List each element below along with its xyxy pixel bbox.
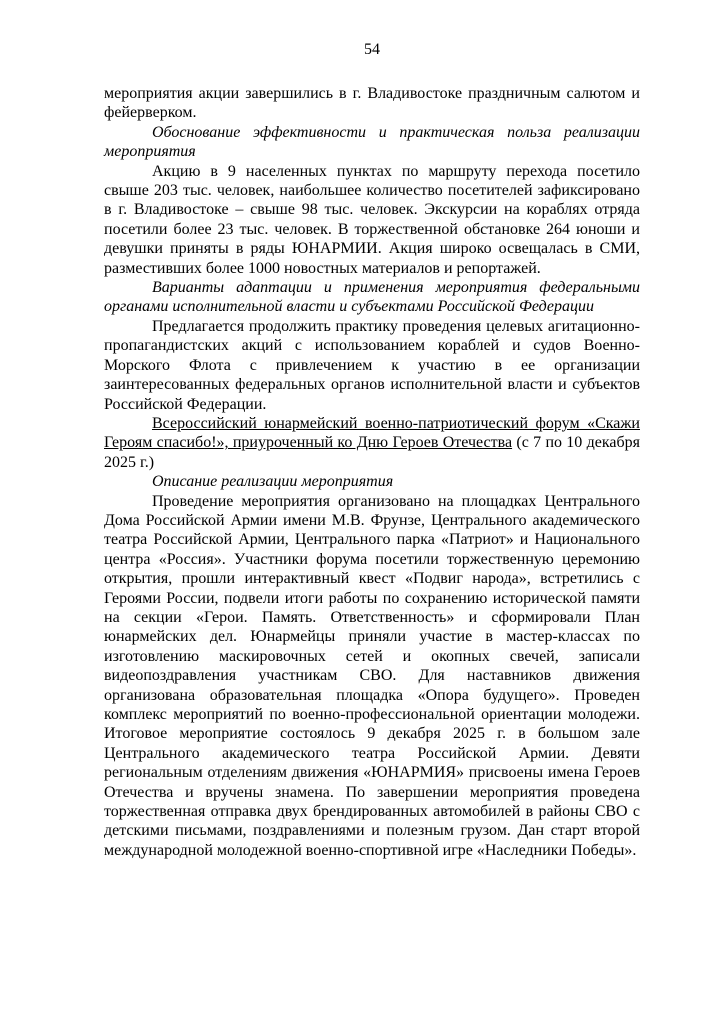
document-content <box>104 84 640 860</box>
section-heading-effectiveness: Обоснование эффективности и практическая польза реализации мероприятия <box>104 123 640 161</box>
paragraph-proposal: Предлагается продолжить практику проведения целевых агитационно-пропагандистских акций с использованием кораблей и судов Военно-Морского Флота с привлечением к участию в ее организации заинтересованных федеральных органов исполнительной власти и субъектов Российской Федерации. <box>104 317 640 413</box>
paragraph-continued: мероприятия акции завершились в г. Владивостоке праздничным салютом и фейерверком. <box>104 85 640 122</box>
section-heading-description: Описание реализации мероприятия <box>152 473 394 491</box>
event-title-heading <box>104 414 640 472</box>
event-title-underlined: Всероссийский юнармейский военно-патриотический форум «Скажи Героям спасибо!», приуроченный ко Дню Героев Отечества <box>104 414 640 452</box>
paragraph-event-description: Проведение мероприятия организовано на площадках Центрального Дома Российской Армии имени М.В. Фрунзе, Центрального академического театра Российской Армии, Центрального парка «Патриот» и Национального центра «Россия». Участники форума посетили торжественную церемонию открытия, прошли интерактивный квест «Подвиг народа», встретились с Героями России, подвели итоги работы по сохранению исторической памяти на секции «Герои. Память. Ответственность» и сформировали План юнармейских дел. Юнармейцы приняли участие в мастер-классах по изготовлению маскировочных сетей и окопных свечей, записали видеопоздравления участникам СВО. Для наставников движения организована образовательная площадка «Опора будущего». Проведен комплекс мероприятий по военно-профессиональной ориентации молодежи. Итоговое мероприятие состоялось 9 декабря 2025 г. в большом зале Центрального академического театра Российской Армии. Девяти региональным отделениям движения «ЮНАРМИЯ» присвоены имена Героев Отечества и вручены знамена. По завершении мероприятия проведена торжественная отправка двух брендированных автомобилей в районы СВО с детскими письмами, поздравлениями и полезным грузом. Дан старт второй международной молодежной военно-спортивной игре «Наследники Победы». <box>104 492 640 859</box>
page-number: 54 <box>364 41 380 58</box>
section-heading-adaptation: Варианты адаптации и применения мероприятия федеральными органами исполнительной власти и субъектами Российской Федерации <box>104 279 640 316</box>
paragraph-statistics: Акцию в 9 населенных пунктах по маршруту перехода посетило свыше 203 тыс. человек, наибольшее количество посетителей зафиксировано в г. Владивостоке – свыше 98 тыс. человек. Экскурсии на кораблях отряда посетили более 23 тыс. человек. В торжественной обстановке 264 юноши и девушки приняты в ряды ЮНАРМИИ. Акция широко освещалась в СМИ, разместивших более 1000 новостных материалов и репортажей. <box>104 162 640 277</box>
event-title-dates: (с 7 по 10 декабря 2025 г.) <box>104 434 640 471</box>
